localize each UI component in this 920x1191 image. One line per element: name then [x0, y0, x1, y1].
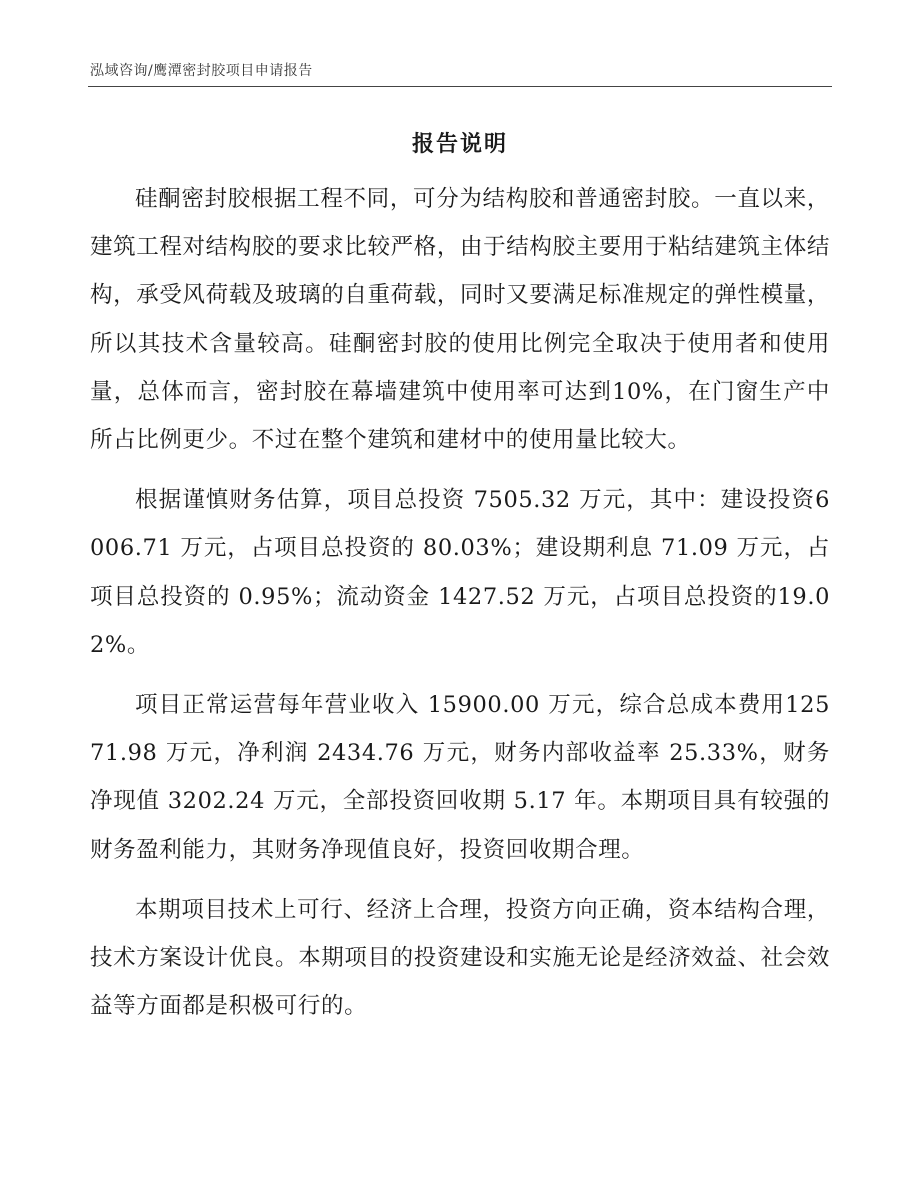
paragraph-financial-returns: 项目正常运营每年营业收入 15900.00 万元，综合总成本费用12571.98 万元，净利润 2434.76 万元，财务内部收益率 25.33%，财务净现值 3202.24 万元，全部投资回收期 5.17 年。本期项目具有较强的财务盈利能力，其财务净现值良好，投资回收期合理。 [90, 692, 830, 863]
document-body [90, 175, 830, 1042]
paragraph-feasibility-conclusion: 本期项目技术上可行、经济上合理，投资方向正确，资本结构合理，技术方案设计优良。本期项目的投资建设和实施无论是经济效益、社会效益等方面都是积极可行的。 [90, 896, 830, 1020]
document-title: 报告说明 [411, 131, 508, 157]
header-divider [88, 86, 832, 87]
running-header: 泓域咨询/鹰潭密封胶项目申请报告 [90, 63, 313, 79]
paragraph-product-overview: 硅酮密封胶根据工程不同，可分为结构胶和普通密封胶。一直以来，建筑工程对结构胶的要求比较严格，由于结构胶主要用于粘结建筑主体结构，承受风荷载及玻璃的自重荷载，同时又要满足标准规定的弹性模量，所以其技术含量较高。硅酮密封胶的使用比例完全取决于使用者和使用量，总体而言，密封胶在幕墙建筑中使用率可达到10%，在门窗生产中所占比例更少。不过在整个建筑和建材中的使用量比较大。 [90, 186, 830, 454]
paragraph-investment-estimate: 根据谨慎财务估算，项目总投资 7505.32 万元，其中：建设投资6006.71 万元，占项目总投资的 80.03%；建设期利息 71.09 万元，占项目总投资的 0.95%；流动资金 1427.52 万元，占项目总投资的19.02%。 [90, 487, 830, 658]
